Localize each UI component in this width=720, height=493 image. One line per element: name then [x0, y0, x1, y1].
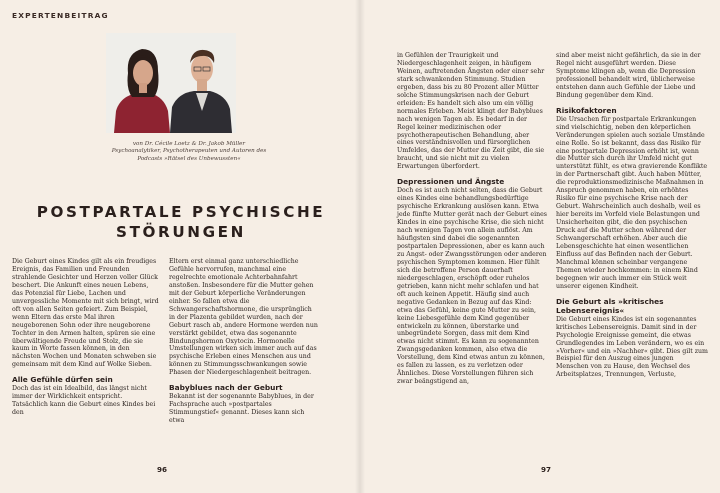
text-column-3: [397, 52, 547, 386]
book-gutter: [355, 0, 365, 493]
caption-roles: Psychoanalytiker, Psychotherapeuten und Autoren des: [111, 148, 267, 155]
photo-caption: [80, 141, 298, 163]
subheading: Depressionen und Ängste: [397, 177, 505, 187]
paragraph: Doch das ist ein Idealbild, das längst nicht immer der Wirklichkeit entspricht. Tatsächlich kann die Geburt eines Kindes bei den: [12, 385, 156, 417]
subheading: Risikofaktoren: [556, 105, 617, 115]
subheading: Alle Gefühle dürfen sein: [12, 375, 113, 385]
paragraph: Die Geburt eines Kindes gilt als ein freudiges Ereignis, das Familien und Freunden strahlende Gesichter und Herzen voller Glück beschert. Die Ankunft eines neuen Lebens, das Potenzial für Liebe, Lachen und unvergessliche Momente mit sich bringt, wird oft von allen Seiten gefeiert. Zum Beispiel, wenn Eltern das erste Mal ihren neugeborenen Sohn oder ihre neugeborene Tochter in den Armen halten, spüren sie eine überwältigende Freude und Stolz, die sie kaum in Worte fassen können, in den nächsten Wochen und Monaten schweben sie gemeinsam mit dem Kind auf Wolke Sieben.: [12, 258, 159, 369]
title-line-1: POSTPARTALE PSYCHISCHE: [36, 203, 326, 221]
article-title: [22, 202, 340, 242]
paragraph: Bekannt ist der sogenannte Babyblues, in der Fachsprache auch »postpartales Stimmungstief« genannt. Dieses kann sich etwa: [169, 393, 314, 425]
page-number-right: 97: [541, 465, 552, 474]
author-photo: [106, 33, 236, 133]
section-label: EXPERTENBEITRAG: [12, 11, 109, 20]
text-column-1: [12, 258, 160, 417]
text-column-4: [556, 52, 708, 379]
title-line-2: STÖRUNGEN: [116, 223, 246, 241]
subheading: Die Geburt als »kritisches Lebensereignis«: [556, 296, 664, 315]
caption-podcast: Podcasts »Rätsel des Unbewussten«: [137, 155, 241, 162]
author-photo-illustration: [106, 33, 236, 133]
paragraph: in Gefühlen der Traurigkeit und Niedergeschlagenheit zeigen, in häufigem Weinen, auftretenden Ängsten oder einer sehr stark schwankenden Stimmung. Studien ergeben, dass bis zu 80 Prozent aller Mütter solche Stimmungskrisen nach der Geburt erleiden: Es handelt sich also um ein völlig normales Erleben. Meist klingt der Babyblues nach wenigen Tagen ab. Es bedarf in der Regel keiner medizinischen oder psychotherapeutischen Behandlung, aber eines verständnisvollen und fürsorglichen Umfeldes, das der Mutter die Zeit gibt, die sie braucht, und sie nicht mit zu vielen Erwartungen überfordert.: [397, 52, 545, 171]
text-column-2: [169, 258, 319, 425]
paragraph: Die Geburt eines Kindes ist ein sogenanntes kritisches Lebensereignis. Damit sind in der Psychologie Ereignisse gemeint, die etwas Grundlegendes im Leben verändern, wo es ein »Vorher« und ein »Nachher« gibt. Dies gilt zum Beispiel für den Auszug eines jungen Menschen von zu Hause, den Wechsel des Arbeitsplatzes, Trennungen, Verluste,: [556, 315, 708, 379]
paragraph: sind aber meist nicht gefährlich, da sie in der Regel nicht ausgeführt werden. Diese Symptome klingen ab, wenn die Depression professionell behandelt wird, üblicherweise entstehen dann auch Gefühle der Liebe und Bindung gegenüber dem Kind.: [556, 52, 701, 99]
subheading: Babyblues nach der Geburt: [169, 383, 283, 393]
paragraph: Die Ursachen für postpartale Erkrankungen sind vielschichtig, neben den körperlichen Veränderungen spielen auch soziale Umstände eine Rolle. So ist bekannt, dass das Risiko für eine postpartale Depression erhöht ist, wenn die Mutter sich durch ihr Umfeld nicht gut unterstützt fühlt, es etwa gravierende Konflikte in der Partnerschaft gibt. Auch haben Mütter, die reproduktionsmedizinische Maßnahmen in Anspruch genommen haben, ein erhöhtes Risiko für eine psychische Krise nach der Geburt. Wahrscheinlich auch deshalb, weil es hier bereits im Vorfeld viele Belastungen und Unsicherheiten gibt, die den psychischen Druck auf die Mutter schon während der Schwangerschaft erhöhen. Aber auch die Lebensgeschichte hat einen wesentlichen Einfluss auf das Befinden nach der Geburt. Manchmal können scheinbar vergangene Themen wieder hochkommen: in einem Kind begegnen wir auch immer ein Stück weit unserer eigenen Kindheit.: [556, 115, 708, 290]
caption-authors: von Dr. Cécile Loetz & Dr. Jakob Müller: [132, 141, 246, 147]
paragraph: Doch es ist auch nicht selten, dass die Geburt eines Kindes eine behandlungsbedürftige psychische Erkrankung auslösen kann. Etwa jede fünfte Mutter gerät nach der Geburt eines Kindes in eine psychische Krise, die sich nicht nach wenigen Tagen von allein auflöst. Am häufigsten sind dabei die sogenannten postpartalen Depressionen, aber es kann auch zu Angst- oder Zwangsstörungen oder anderen psychischen Symptomen kommen. Hier fühlt sich die betroffene Person dauerhaft niedergeschlagen, erschöpft oder ruhelos getrieben, kann nicht mehr schlafen und hat oft auch keinen Appetit. Häufig sind auch negative Gedanken in Bezug auf das Kind: etwa das Gefühl, keine gute Mutter zu sein, keine Liebesgefühle dem Kind gegenüber entwickeln zu können, überstarke und unbegründete Sorgen, dass mit dem Kind etwas nicht stimmt. Es kann zu sogenannten Zwangsgedanken kommen, also etwa die Vorstellung, dem Kind etwas antun zu können, es fallen zu lassen, es zu verletzen oder Ähnliches. Diese Vorstellungen führen sich zwar beängstigend an,: [397, 187, 547, 386]
paragraph: Eltern erst einmal ganz unterschiedliche Gefühle hervorrufen, manchmal eine regelrechte emotionale Achterbahnfahrt anstoßen. Insbesondere für die Mutter gehen mit der Geburt körperliche Veränderungen einher. So fallen etwa die Schwangerschaftshormone, die ursprünglich in der Plazenta gebildet wurden, nach der Geburt rasch ab, andere Hormone werden nun verstärkt gebildet, etwa das sogenannte Bindungshormon Oxytocin. Hormonelle Umstellungen wirken sich immer auch auf das psychische Erleben eines Menschen aus und können zu Stimmungsschwankungen sowie Phasen der Niedergeschlagenheit beitragen.: [169, 258, 318, 377]
page-number-left: 96: [157, 465, 168, 474]
